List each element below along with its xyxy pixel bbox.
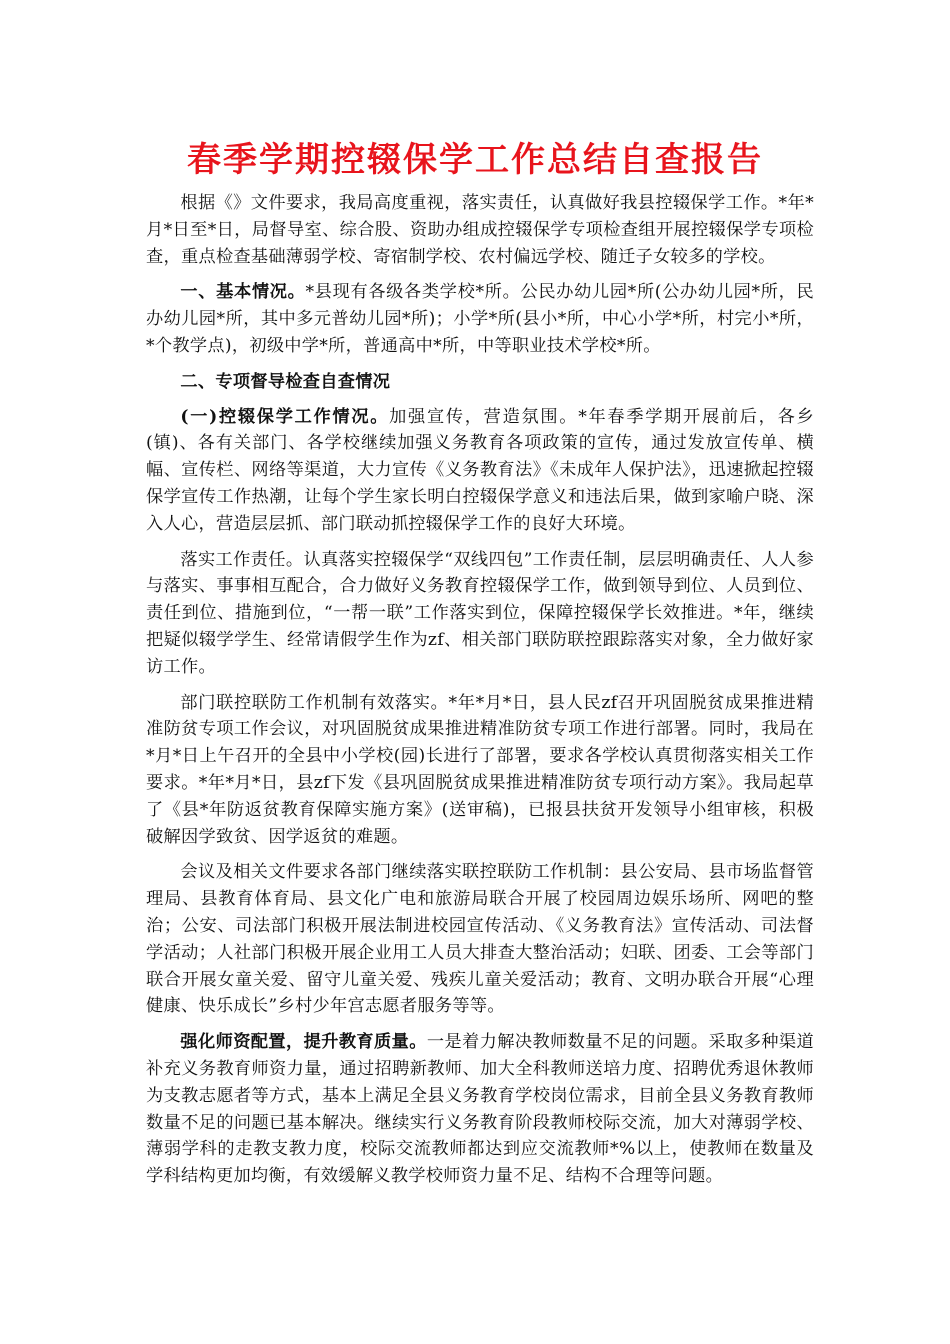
paragraph-text: 会议及相关文件要求各部门继续落实联控联防工作机制：县公安局、县市场监督管理局、县教育体育局、县文化广电和旅游局联合开展了校园周边娱乐场所、网吧的整治；公安、司法部门积极开展法制进校园宣传活动、《义务教育法》宣传活动、司法督学活动；人社部门积极开展企业用工人员大排查大整治活动；妇联、团委、工会等部门联合开展女童关爱、留守儿童关爱、残疾儿童关爱活动；教育、文明办联合开展“心理健康、快乐成长”乡村少年宫志愿者服务等等。 [146, 862, 814, 1017]
paragraph-text: 一是着力解决教师数量不足的问题。采取多种渠道补充义务教育师资力量，通过招聘新教师、加大全科教师送培力度、招聘优秀退休教师为支教志愿者等方式，基本上满足全县义务教育学校岗位需求，目前全县义务教育教师数量不足的问题已基本解决。继续实行义务教育阶段教师校际交流，加大对薄弱学校、薄弱学科的走教支教力度，校际交流教师都达到应交流教师*%以上，使教师在数量及学科结构更加均衡，有效缓解义教学校师资力量不足、结构不合理等问题。 [146, 1032, 814, 1187]
section-heading-text: 二、专项督导检查自查情况 [180, 371, 391, 392]
paragraph-text: *县现有各级各类学校*所。公民办幼儿园*所(公办幼儿园*所，民办幼儿园*所，其中多元普幼儿园*所)；小学*所(县小*所，中心小学*所，村完小*所，*个教学点)，初级中学*所，普通高中*所，中等职业技术学校*所。 [146, 282, 814, 356]
subsection-heading-dropout: (一)控辍保学工作情况。 [180, 406, 390, 427]
paragraph-text: 加强宣传，营造氛围。*年春季学期开展前后，各乡(镇)、各有关部门、各学校继续加强义务教育各项政策的宣传，通过发放宣传单、横幅、宣传栏、网络等渠道，大力宣传《义务教育法》《未成年人保护法》，迅速掀起控辍保学宣传工作热潮，让每个学生家长明白控辍保学意义和违法后果，做到家喻户晓、深入人心，营造层层抓、部门联动抓控辍保学工作的良好大环境。 [146, 406, 814, 534]
paragraph-text: 落实工作责任。认真落实控辍保学“双线四包”工作责任制，层层明确责任、人人参与落实、事事相互配合，合力做好义务教育控辍保学工作，做到领导到位、人员到位、责任到位、措施到位，“一帮一联”工作落实到位，保障控辍保学长效推进。*年，继续把疑似辍学学生、经常请假学生作为zf、相关部门联防联控跟踪落实对象，全力做好家访工作。 [146, 549, 814, 677]
section-heading-inspection [146, 369, 814, 396]
document-body [146, 190, 814, 1199]
paragraph-basic-situation [146, 279, 814, 359]
paragraph-text: 部门联控联防工作机制有效落实。*年*月*日，县人民zf召开巩固脱贫成果推进精准防贫专项工作会议，对巩固脱贫成果推进精准防贫专项工作进行部署。同时，我局在*月*日上午召开的全县中小学校(园)长进行了部署，要求各学校认真贯彻落实相关工作要求。*年*月*日，县zf下发《县巩固脱贫成果推进精准防贫专项行动方案》。我局起草了《县*年防返贫教育保障实施方案》(送审稿)，已报县扶贫开发领导小组审核，积极破解因学致贫、因学返贫的难题。 [146, 692, 814, 847]
paragraph-departments [146, 859, 814, 1020]
paragraph-dropout-control [146, 404, 814, 538]
document-title: 春季学期控辍保学工作总结自查报告 [187, 140, 763, 180]
paragraph-text: 根据《》文件要求，我局高度重视，落实责任，认真做好我县控辍保学工作。*年*月*日至*日，局督导室、综合股、资助办组成控辍保学专项检查组开展控辍保学专项检查，重点检查基础薄弱学校、寄宿制学校、农村偏远学校、随迁子女较多的学校。 [146, 193, 814, 267]
section-heading-basic: 一、基本情况。 [180, 282, 306, 303]
subsection-heading-teachers: 强化师资配置，提升教育质量。 [180, 1032, 427, 1053]
paragraph-intro [146, 190, 814, 270]
paragraph-teacher-allocation [146, 1029, 814, 1190]
paragraph-responsibility [146, 547, 814, 681]
paragraph-joint-mechanism [146, 690, 814, 851]
